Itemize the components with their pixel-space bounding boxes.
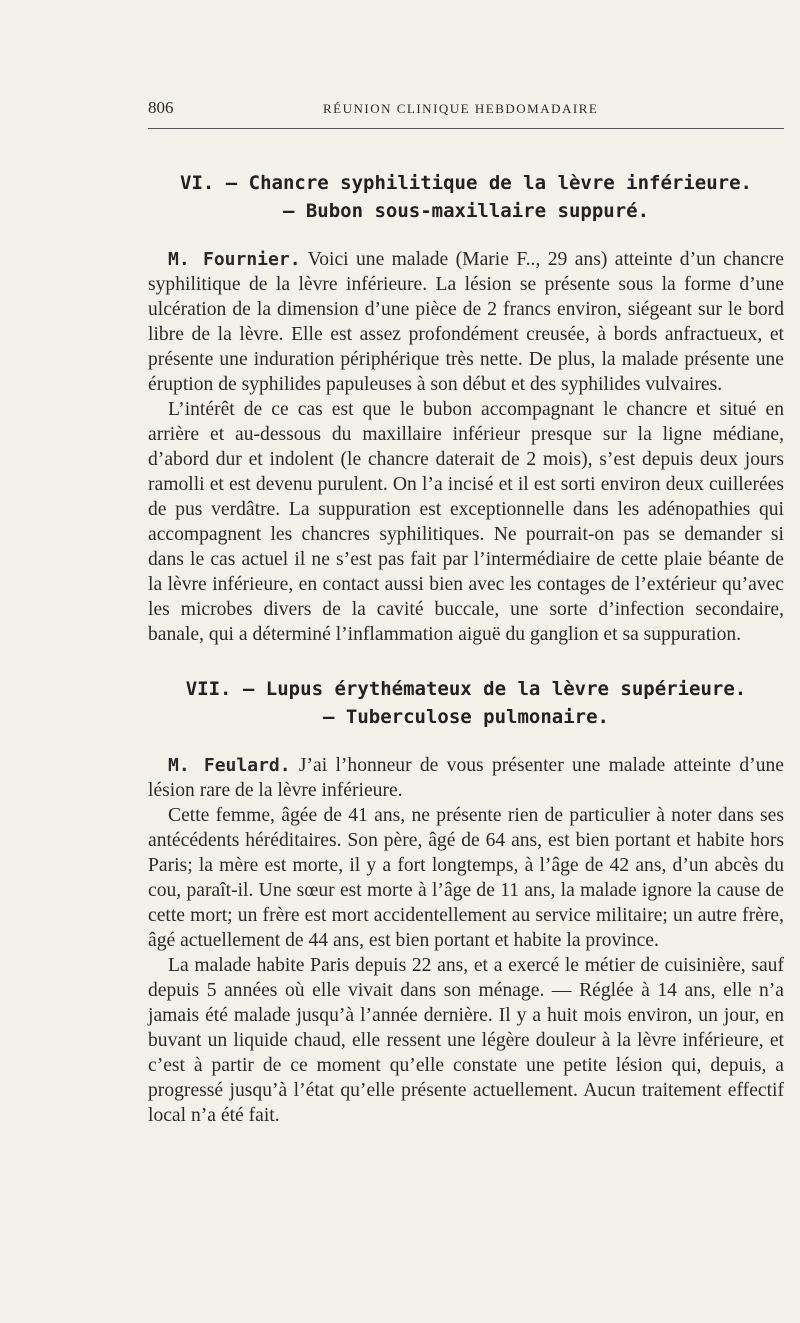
section-vi-title (148, 169, 784, 225)
running-title: RÉUNION CLINIQUE HEBDOMADAIRE (323, 101, 599, 116)
page-number: 806 (148, 98, 174, 117)
section-vi-paragraph-1 (148, 247, 784, 397)
section-vi-paragraph-2: L’intérêt de ce cas est que le bubon accompagnant le chancre et situé en arrière et au-dessous du maxillaire inférieur presque sur la ligne médiane, d’abord dur et indolent (le chancre daterait de 2 mois), s’est depuis deux jours ramolli et est devenu purulent. On l’a incisé et il est sorti environ deux cuillerées de pus verdâtre. La suppuration est exceptionnelle dans les adénopathies qui accompagnent les chancres syphilitiques. Ne pourrait-on pas se demander si dans le cas actuel il ne s’est pas fait par l’intermédiaire de cette plaie béante de la lèvre inférieure, en contact aussi bien avec les contages de l’extérieur qu’avec les microbes divers de la cavité buccale, une sorte d’infection secondaire, banale, qui a déterminé l’inflammation aiguë du ganglion et sa suppuration. (148, 399, 784, 645)
page (148, 98, 784, 1128)
section-vii-title-line2: — Tuberculose pulmonaire. (323, 706, 609, 728)
section-vii-title-line1: VII. — Lupus érythémateux de la lèvre supérieure. (185, 678, 747, 700)
section-vii-paragraph-2: Cette femme, âgée de 41 ans, ne présente rien de particulier à noter dans ses antécédents héréditaires. Son père, âgé de 64 ans, est bien portant et habite hors Paris; la mère est morte, il y a fort longtemps, à l’âge de 42 ans, d’un abcès du cou, paraît-il. Une sœur est morte à l’âge de 11 ans, la malade ignore la cause de cette mort; un frère est mort accidentellement au service militaire; un autre frère, âgé actuellement de 44 ans, est bien portant et habite la province. (148, 805, 784, 951)
header-rule (148, 128, 784, 129)
section-vii-text-1: J’ai l’honneur de vous présenter une malade atteinte d’une lésion rare de la lèvre inférieure. (148, 755, 784, 801)
section-vii-paragraph-3: La malade habite Paris depuis 22 ans, et a exercé le métier de cuisinière, sauf depuis 5 années où elle vivait dans son ménage. — Réglée à 14 ans, elle n’a jamais été malade jusqu’à l’année dernière. Il y a huit mois environ, un jour, en buvant un liquide chaud, elle ressent une légère douleur à la lèvre inférieure, et c’est à partir de ce moment qu’elle constate une petite lésion qui, depuis, a progressé jusqu’à l’état qu’elle présente actuellement. Aucun traitement effectif local n’a été fait. (148, 955, 784, 1126)
section-vii-paragraph-1 (148, 753, 784, 803)
running-head (148, 98, 784, 128)
section-vi-title-line1: VI. — Chancre syphilitique de la lèvre inférieure. (180, 172, 752, 194)
speaker-fournier: M. Fournier. (168, 249, 301, 270)
section-vi-text-1: Voici une malade (Marie F.., 29 ans) atteinte d’un chancre syphilitique de la lèvre inférieure. La lésion se présente sous la forme d’une ulcération de la dimension d’une pièce de 2 francs environ, siégeant sur le bord libre de la lèvre. Elle est assez profondément creusée, à bords anfractueux, et présente une induration périphérique très nette. De plus, la malade présente une éruption de syphilides papuleuses à son début et des syphilides vulvaires. (148, 249, 785, 395)
section-vi-title-line2: — Bubon sous-maxillaire suppuré. (282, 200, 650, 222)
section-vii-title (148, 675, 784, 731)
speaker-feulard: M. Feulard. (168, 755, 291, 776)
